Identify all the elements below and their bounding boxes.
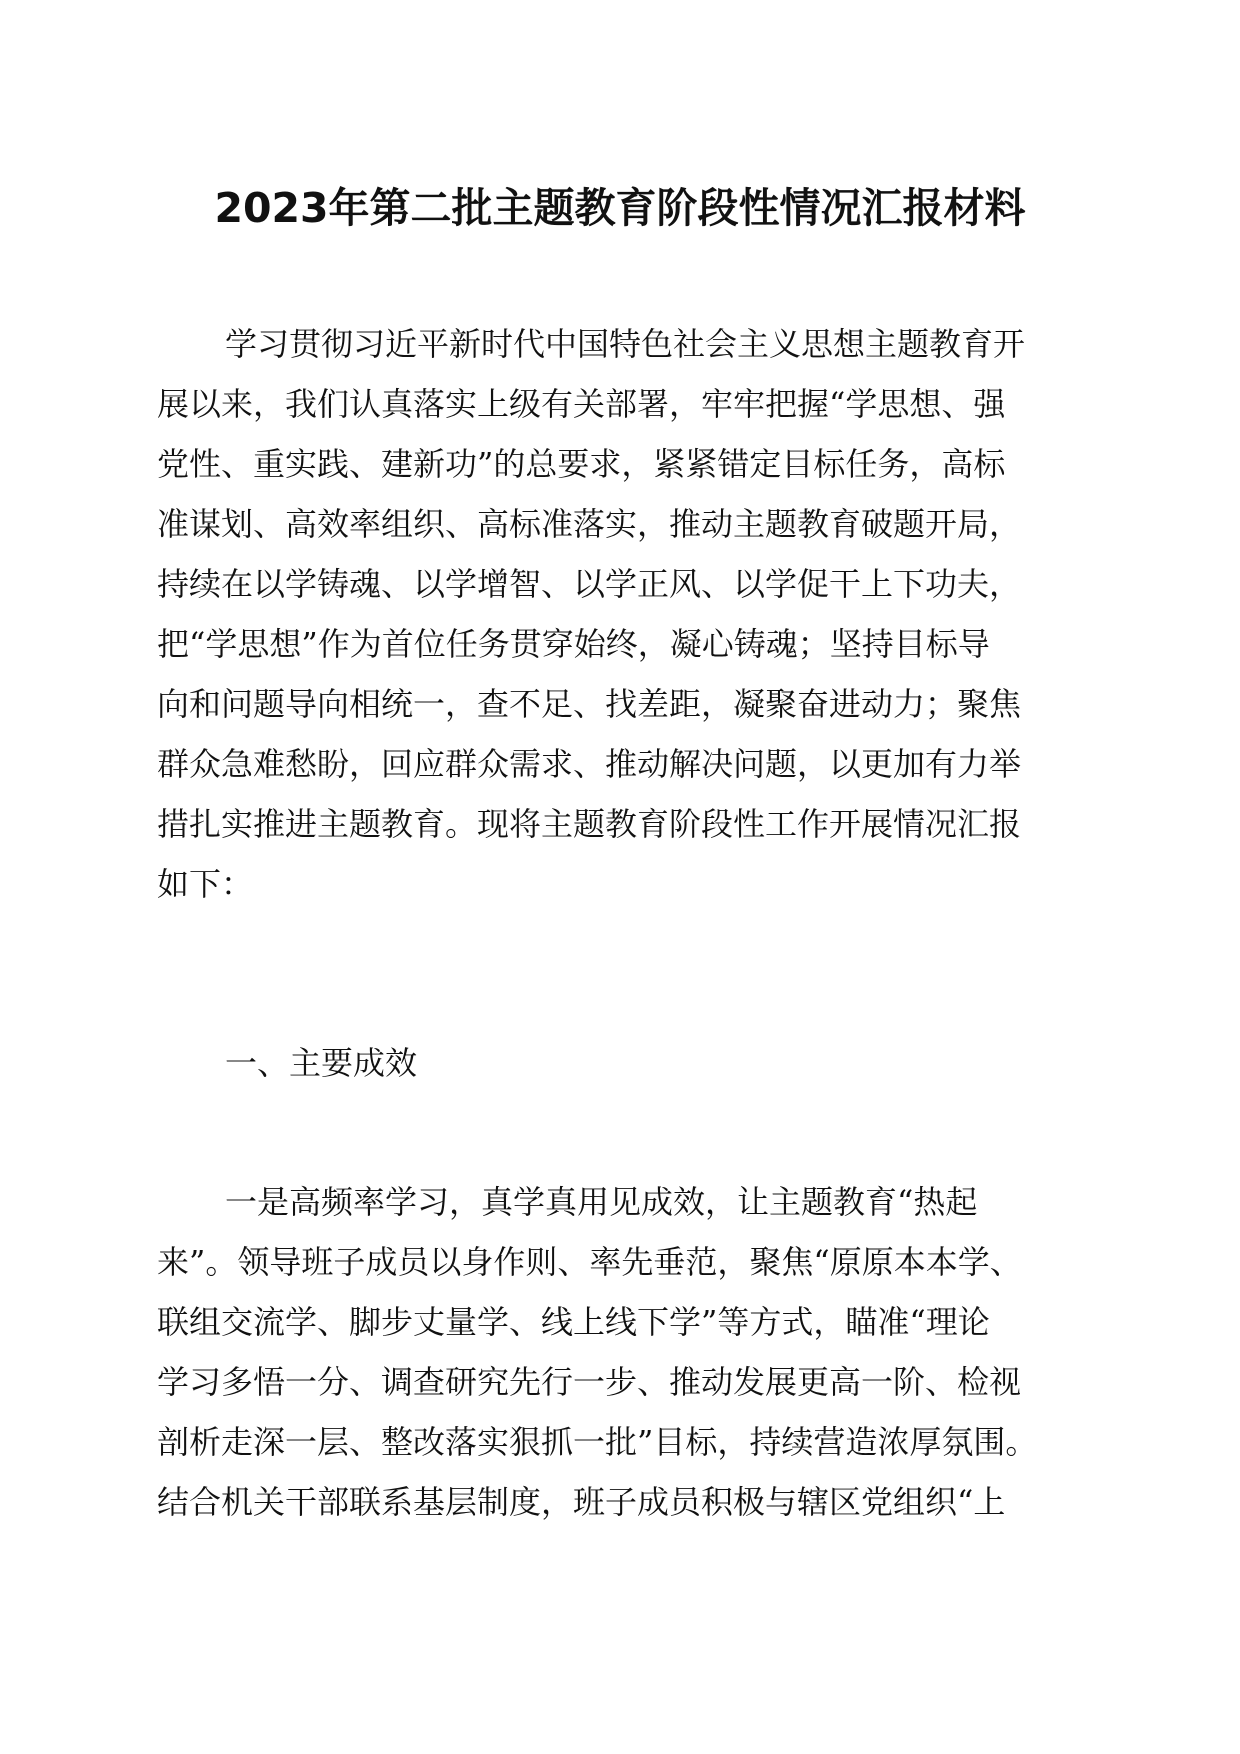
paragraph-line: 把“学思想”作为首位任务贯穿始终，凝心铸魂；坚持目标导 — [157, 625, 990, 663]
paragraph-line: 向和问题导向相统一，查不足、找差距，凝聚奋进动力；聚焦 — [157, 685, 1022, 723]
paragraph-line: 准谋划、高效率组织、高标准落实，推动主题教育破题开局， — [157, 505, 1022, 543]
paragraph-line: 结合机关干部联系基层制度，班子成员积极与辖区党组织“上 — [157, 1483, 1006, 1521]
paragraph-line: 党性、重实践、建新功”的总要求，紧紧错定目标任务，高标 — [157, 445, 1006, 483]
section-heading-text: 一、主要成效 — [225, 1044, 418, 1082]
paragraph-line: 来”。领导班子成员以身作则、率先垂范，聚焦“原原本本学、 — [157, 1243, 1022, 1281]
section-heading — [157, 1033, 1077, 1093]
paragraph-line: 联组交流学、脚步丈量学、线上线下学”等方式，瞄准“理论 — [157, 1303, 990, 1341]
paragraph-line: 持续在以学铸魂、以学增智、以学正风、以学促干上下功夫， — [157, 565, 1022, 603]
paragraph-line: 学习多悟一分、调查研究先行一步、推动发展更高一阶、检视 — [157, 1363, 1022, 1401]
paragraph-line: 学习贯彻习近平新时代中国特色社会主义思想主题教育开 — [225, 325, 1026, 363]
paragraph-line: 展以来，我们认真落实上级有关部署，牢牢把握“学思想、强 — [157, 385, 1006, 423]
paragraph-line: 措扎实推进主题教育。现将主题教育阶段性工作开展情况汇报 — [157, 805, 1022, 843]
intro-paragraph — [157, 314, 1077, 914]
paragraph-line: 群众急难愁盼，回应群众需求、推动解决问题，以更加有力举 — [157, 745, 1022, 783]
paragraph-line: 剖析走深一层、整改落实狠抓一批”目标，持续营造浓厚氛围。 — [157, 1423, 1038, 1461]
paragraph-line: 如下： — [157, 865, 254, 903]
document-title: 2023年第二批主题教育阶段性情况汇报材料 — [214, 184, 1026, 232]
paragraph-line: 一是高频率学习，真学真用见成效，让主题教育“热起 — [225, 1183, 978, 1221]
first-point-paragraph — [157, 1172, 1077, 1532]
